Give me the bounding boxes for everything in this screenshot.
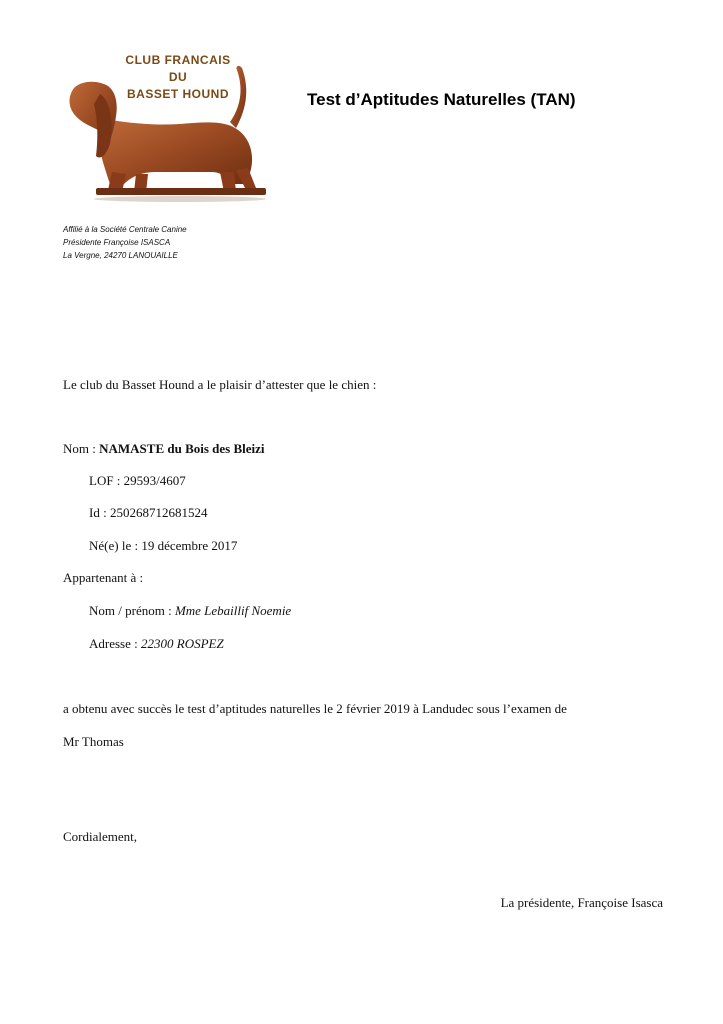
owner-name-label: Nom / prénom : [89, 603, 175, 618]
owner-address-value: 22300 ROSPEZ [141, 636, 224, 651]
result-line-2: Mr Thomas [63, 734, 124, 749]
affiliation-line-3: La Vergne, 24270 LANOUAILLE [63, 251, 178, 260]
dog-id: Id : 250268712681524 [89, 505, 208, 520]
logo-line-3: BASSET HOUND [126, 87, 229, 101]
signature-text: La présidente, Françoise Isasca [500, 895, 663, 910]
owner-heading: Appartenant à : [63, 570, 144, 585]
dog-name-label: Nom : [63, 441, 100, 456]
affiliation-block [63, 223, 187, 262]
logo-line-2: DU [168, 70, 188, 84]
dog-birthdate: Né(e) le : 19 décembre 2017 [89, 538, 238, 553]
affiliation-line-2: Présidente Françoise ISASCA [63, 238, 171, 247]
result-line-1: a obtenu avec succès le test d’aptitudes naturelles le 2 février 2019 à Landudec sous l’examen de [63, 701, 567, 716]
dog-name-value: NAMASTE du Bois des Bleizi [99, 441, 265, 456]
affiliation-line-1: Affilié à la Société Centrale Canine [63, 225, 187, 234]
owner-name-line [89, 603, 291, 619]
intro-text: Le club du Basset Hound a le plaisir d’attester que le chien : [63, 377, 377, 392]
owner-address-line [89, 636, 224, 652]
owner-name-value: Mme Lebaillif Noemie [174, 603, 292, 618]
logo-line-1: CLUB FRANCAIS [125, 53, 231, 67]
document-title: Test d’Aptitudes Naturelles (TAN) [307, 90, 576, 109]
closing-text: Cordialement, [63, 829, 138, 844]
owner-address-label: Adresse : [89, 636, 141, 651]
basset-hound-statue-image [60, 60, 280, 205]
dog-lof: LOF : 29593/4607 [89, 473, 186, 488]
dog-name-line [63, 441, 265, 457]
